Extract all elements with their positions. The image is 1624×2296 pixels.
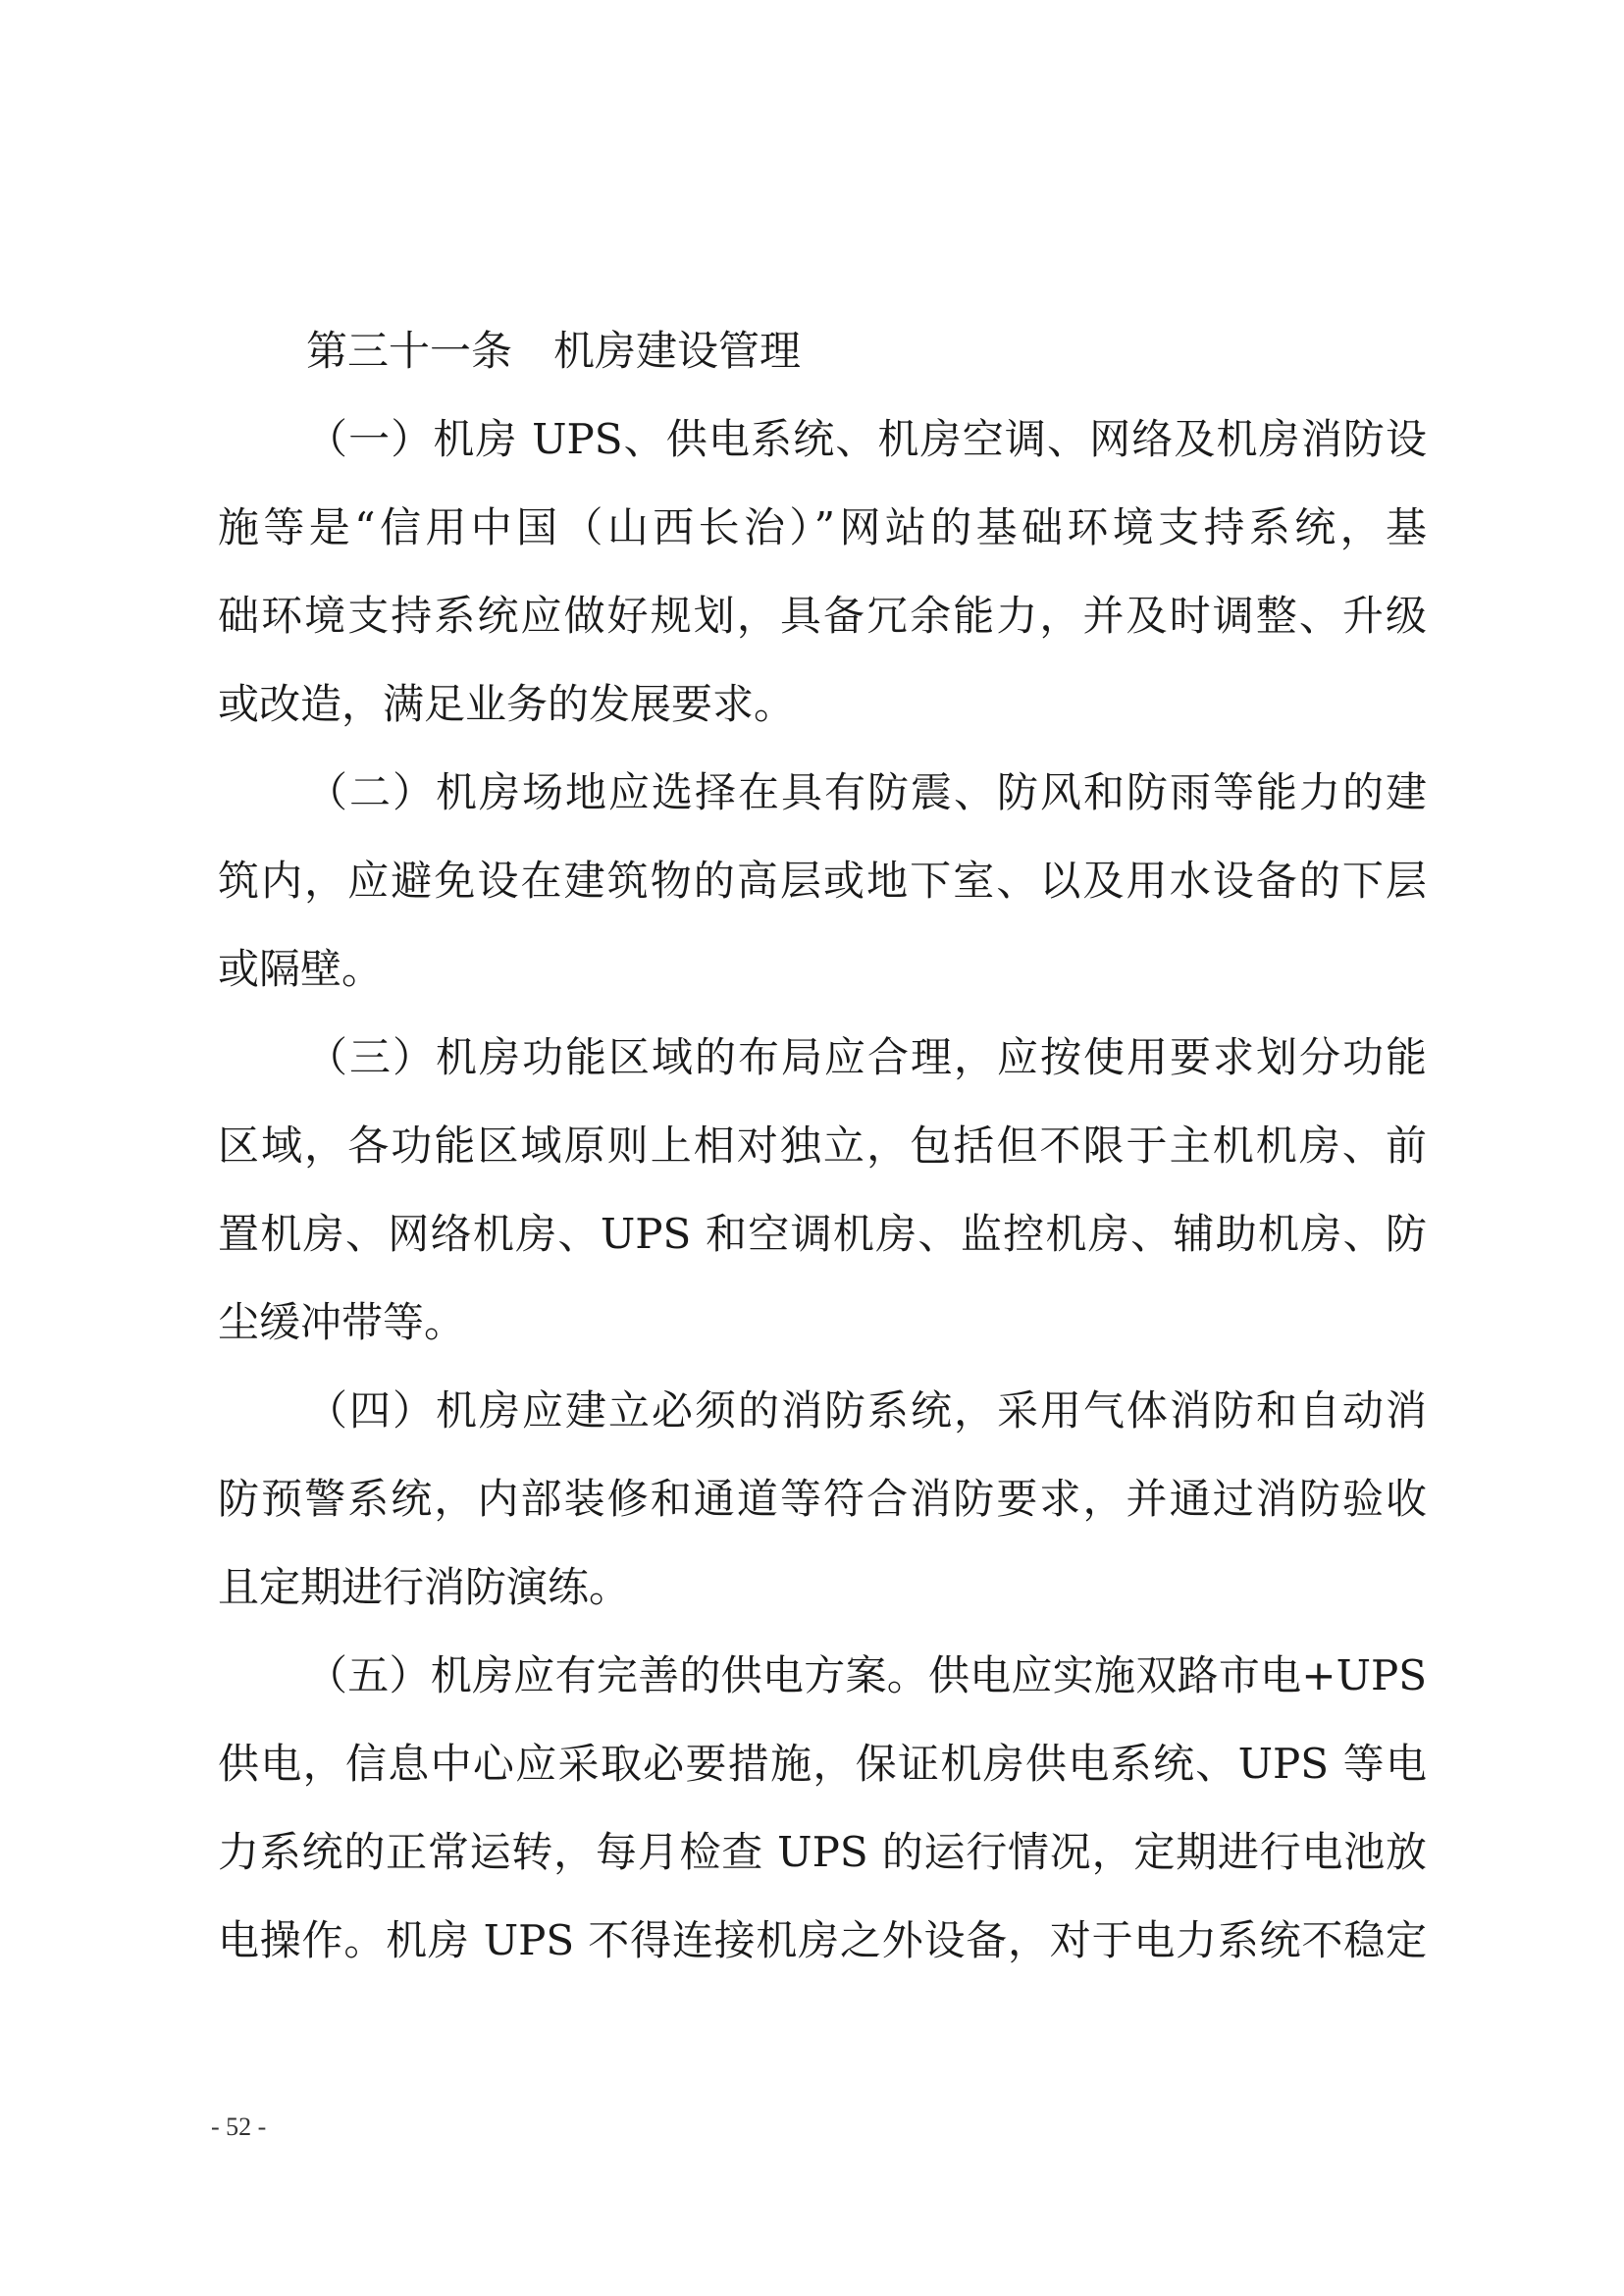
- paragraph-4-line-1: （四）机房应建立必须的消防系统，采用气体消防和自动消: [306, 1386, 1427, 1435]
- article-heading: 第三十一条 机房建设管理: [306, 327, 802, 375]
- paragraph-3-line-1: （三）机房功能区域的布局应合理，应按使用要求划分功能: [306, 1033, 1427, 1081]
- paragraph-3-line-3: 置机房、网络机房、UPS 和空调机房、监控机房、辅助机房、防: [218, 1210, 1427, 1258]
- paragraph-5-line-1: （五）机房应有完善的供电方案。供电应实施双路市电+UPS: [306, 1651, 1427, 1699]
- paragraph-1-line-4: 或改造，满足业务的发展要求。: [218, 680, 796, 728]
- paragraph-1-line-3: 础环境支持系统应做好规划，具备冗余能力，并及时调整、升级: [218, 592, 1427, 640]
- paragraph-3-line-2: 区域，各功能区域原则上相对独立，包括但不限于主机机房、前: [218, 1122, 1427, 1170]
- paragraph-4-line-3: 且定期进行消防演练。: [218, 1563, 631, 1611]
- paragraph-2-line-2: 筑内，应避免设在建筑物的高层或地下室、以及用水设备的下层: [218, 857, 1427, 905]
- paragraph-1-line-1: （一）机房 UPS、供电系统、机房空调、网络及机房消防设: [306, 415, 1427, 463]
- paragraph-3-line-4: 尘缓冲带等。: [218, 1298, 466, 1346]
- paragraph-1-line-2: 施等是“信用中国（山西长治）”网站的基础环境支持系统，基: [218, 503, 1427, 551]
- paragraph-5-line-3: 力系统的正常运转，每月检查 UPS 的运行情况，定期进行电池放: [218, 1828, 1427, 1876]
- paragraph-5-line-4: 电操作。机房 UPS 不得连接机房之外设备，对于电力系统不稳定: [218, 1916, 1427, 1964]
- paragraph-2-line-1: （二）机房场地应选择在具有防震、防风和防雨等能力的建: [306, 768, 1427, 816]
- page-number: - 52 -: [211, 2113, 267, 2141]
- paragraph-5-line-2: 供电，信息中心应采取必要措施，保证机房供电系统、UPS 等电: [218, 1740, 1427, 1788]
- paragraph-2-line-3: 或隔壁。: [218, 945, 384, 993]
- paragraph-4-line-2: 防预警系统，内部装修和通道等符合消防要求，并通过消防验收: [218, 1475, 1427, 1523]
